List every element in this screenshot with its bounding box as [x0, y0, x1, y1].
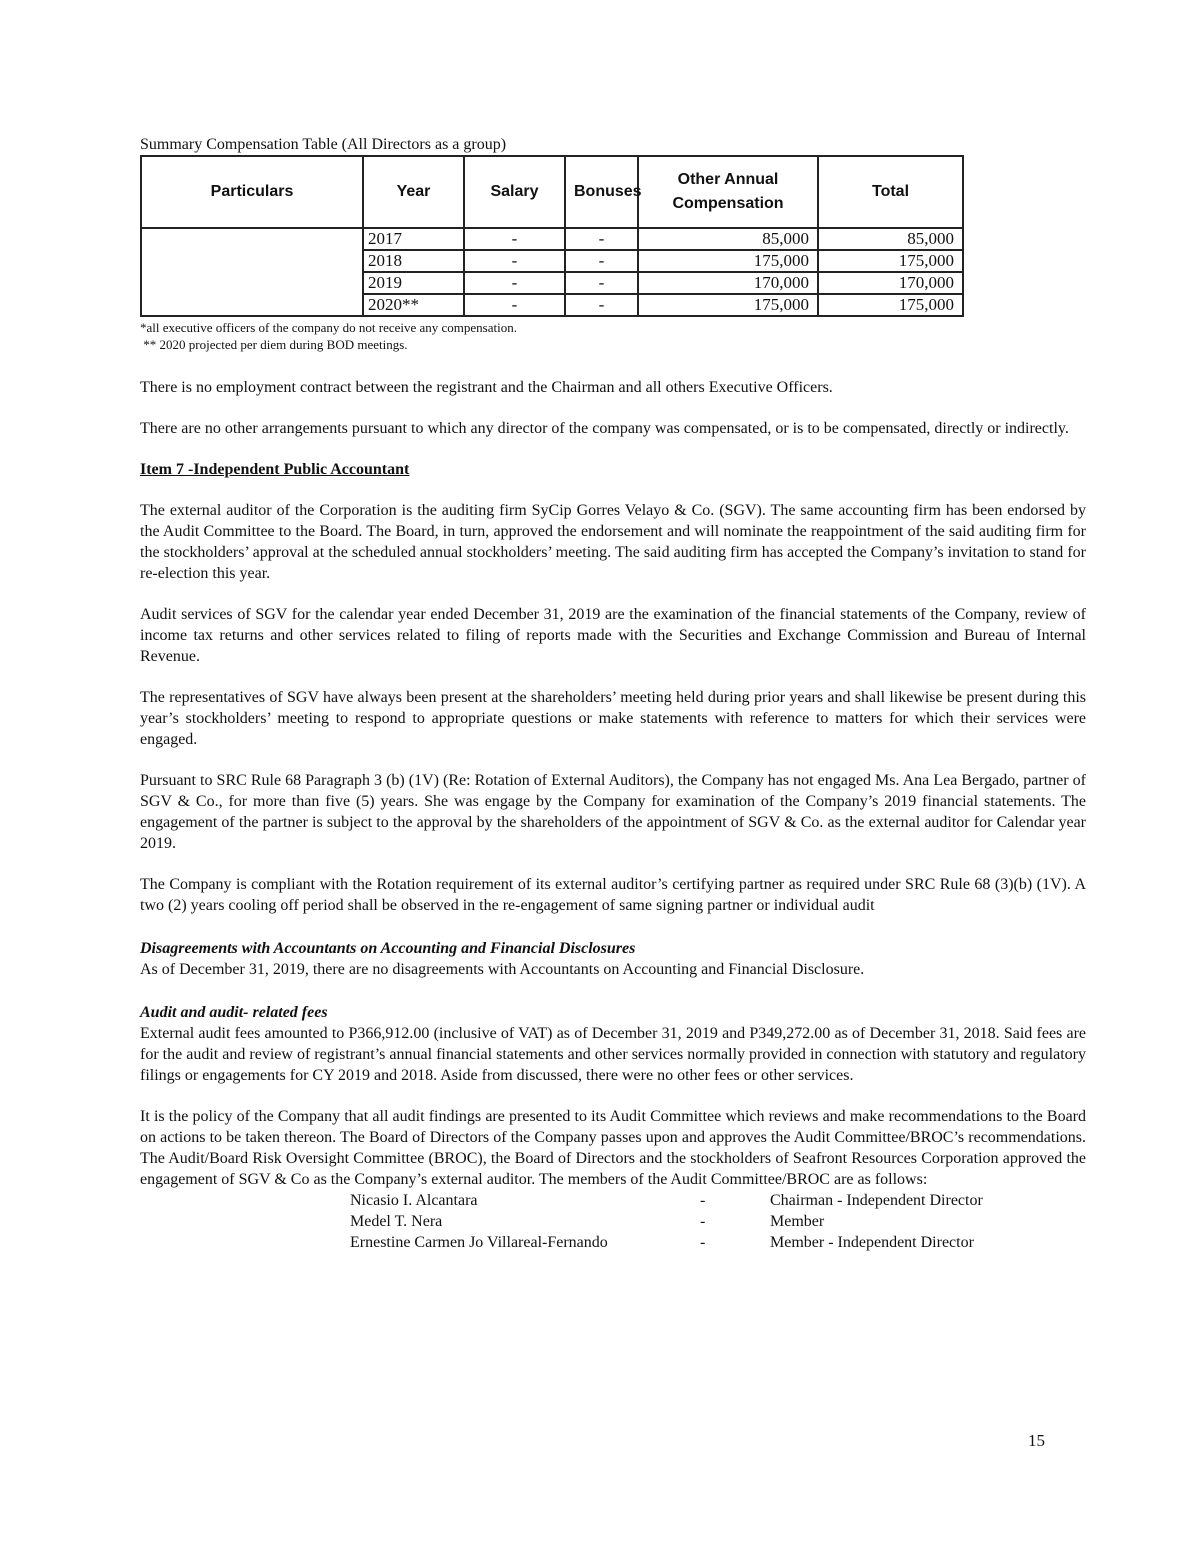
- note-2020-projection: ** 2020 projected per diem during BOD meetings.: [140, 337, 408, 352]
- disagreements-heading: Disagreements with Accountants on Accounting and Financial Disclosures: [140, 940, 636, 957]
- paragraph-external-auditor: The external auditor of the Corporation is the auditing firm SyCip Gorres Velayo & Co. (SGV). The same accounting firm has been endorsed by the Audit Committee to the Board. The Board, in turn, approved the endorsement and will nominate the reappointment of the said auditing firm for the stockholders’ approval at the scheduled annual stockholders’ meeting. The said auditing firm has accepted the Company’s invitation to stand for re-election this year.: [140, 502, 1086, 582]
- member-role: Member: [770, 1213, 825, 1230]
- member-role: Chairman - Independent Director: [770, 1192, 983, 1209]
- paragraph-disagreements: As of December 31, 2019, there are no disagreements with Accountants on Accounting and Financial Disclosure.: [140, 961, 865, 978]
- paragraph-audit-policy: It is the policy of the Company that all audit findings are presented to its Audit Committee which reviews and make recommendations to the Board on actions to be taken thereon. The Board of Directors of the Company passes upon and approves the Audit Committee/BROC’s recommendations. The Audit/Board Risk Oversight Committee (BROC), the Board of Directors and the stockholders of Seafront Resources Corporation approved the engagement of SGV & Co as the Company’s external auditor. The members of the Audit Committee/BROC are as follows:: [140, 1108, 1086, 1188]
- cell-year: 2019: [363, 272, 464, 294]
- cell-salary: -: [464, 250, 565, 272]
- member-role: Member - Independent Director: [770, 1234, 974, 1251]
- cell-other: 85,000: [638, 228, 818, 250]
- header-year: Year: [363, 156, 464, 228]
- cell-total: 170,000: [818, 272, 963, 294]
- cell-salary: -: [464, 228, 565, 250]
- paragraph-src-rule-68: Pursuant to SRC Rule 68 Paragraph 3 (b) (1V) (Re: Rotation of External Auditors), the Company has not engaged Ms. Ana Lea Bergado, partner of SGV & Co., for more than five (5) years. She was engage by the Company for examination of the Company’s 2019 financial statements. The engagement of the partner is subject to the approval by the shareholders of the appointment of SGV & Co. as the external auditor for Calendar year 2019.: [140, 772, 1086, 852]
- member-name: Ernestine Carmen Jo Villareal-Fernando: [350, 1234, 608, 1251]
- paragraph-audit-fees: External audit fees amounted to P366,912.00 (inclusive of VAT) as of December 31, 2019 and P349,272.00 as of December 31, 2018. Said fees are for the audit and review of registrant’s annual financial statements and other services normally provided in connection with statutory and regulatory filings or engagements for CY 2019 and 2018. Aside from discussed, there were no other fees or other services.: [140, 1025, 1086, 1084]
- list-item: [140, 1190, 1086, 1211]
- list-item: [140, 1211, 1086, 1232]
- cell-salary: -: [464, 294, 565, 316]
- audit-fees-heading: Audit and audit- related fees: [140, 1004, 328, 1021]
- cell-total: 175,000: [818, 294, 963, 316]
- cell-year: 2017: [363, 228, 464, 250]
- table-title: Summary Compensation Table (All Directors as a group): [140, 136, 507, 153]
- cell-total: 175,000: [818, 250, 963, 272]
- cell-bonuses: -: [565, 250, 638, 272]
- cell-bonuses: -: [565, 294, 638, 316]
- list-item: [140, 1232, 1086, 1253]
- cell-other: 175,000: [638, 294, 818, 316]
- item7-heading: Item 7 -Independent Public Accountant: [140, 461, 410, 478]
- paragraph-other-arrangements: There are no other arrangements pursuant to which any director of the company was compensated, or is to be compensated, directly or indirectly.: [140, 420, 1069, 437]
- cell-total: 85,000: [818, 228, 963, 250]
- header-salary: Salary: [464, 156, 565, 228]
- member-name: Nicasio I. Alcantara: [350, 1192, 478, 1209]
- compensation-table: [140, 155, 964, 317]
- cell-salary: -: [464, 272, 565, 294]
- cell-other: 175,000: [638, 250, 818, 272]
- paragraph-representatives: The representatives of SGV have always been present at the shareholders’ meeting held during prior years and shall likewise be present during this year’s stockholders’ meeting to respond to appropriate questions or make statements with reference to matters for which their services were engaged.: [140, 689, 1086, 748]
- paragraph-employment-contract: There is no employment contract between the registrant and the Chairman and all others Executive Officers.: [140, 379, 833, 396]
- paragraph-audit-services: Audit services of SGV for the calendar year ended December 31, 2019 are the examination of the financial statements of the Company, review of income tax returns and other services related to filing of reports made with the Securities and Exchange Commission and Bureau of Internal Revenue.: [140, 606, 1086, 665]
- table-notes: [140, 319, 1086, 353]
- particulars-cell: [141, 228, 363, 316]
- table-row: [141, 228, 963, 250]
- cell-other: 170,000: [638, 272, 818, 294]
- header-total: Total: [818, 156, 963, 228]
- member-dash: -: [700, 1213, 706, 1230]
- member-dash: -: [700, 1234, 706, 1251]
- header-other-annual-compensation: Other Annual Compensation: [638, 156, 818, 228]
- header-bonuses: Bonuses: [565, 156, 638, 228]
- cell-year: 2020**: [363, 294, 464, 316]
- paragraph-rotation-compliance: The Company is compliant with the Rotation requirement of its external auditor’s certifying partner as required under SRC Rule 68 (3)(b) (1V). A two (2) years cooling off period shall be observed in the re-engagement of same signing partner or individual audit: [140, 876, 1086, 914]
- cell-bonuses: -: [565, 228, 638, 250]
- member-name: Medel T. Nera: [350, 1213, 443, 1230]
- table-header-row: [141, 156, 963, 228]
- cell-bonuses: -: [565, 272, 638, 294]
- header-particulars: Particulars: [141, 156, 363, 228]
- member-dash: -: [700, 1192, 706, 1209]
- cell-year: 2018: [363, 250, 464, 272]
- note-executive-officers: *all executive officers of the company do not receive any compensation.: [140, 320, 517, 335]
- audit-committee-members: [140, 1190, 1086, 1254]
- document-page: [140, 135, 1086, 1254]
- page-number: 15: [1028, 1431, 1045, 1450]
